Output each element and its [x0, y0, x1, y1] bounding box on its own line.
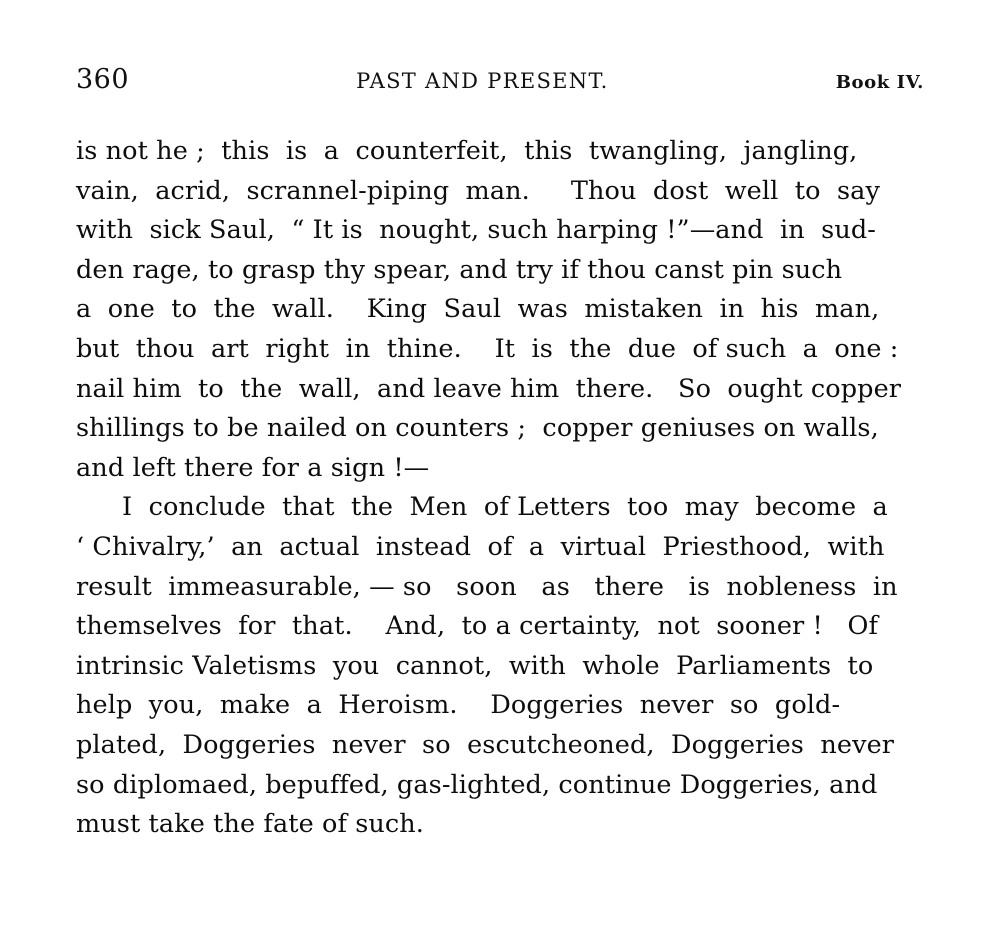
text-line: result immeasurable, — so soon as there is nobleness in [76, 571, 898, 602]
text-line: I conclude that the Men of Letters too may become a [122, 492, 888, 523]
body-text [76, 132, 926, 845]
text-line: plated, Doggeries never so escutcheoned, Doggeries never [76, 729, 895, 760]
text-line: nail him to the wall, and leave him there. So ought copper [76, 373, 902, 404]
book-reference: Book IV. [835, 72, 924, 93]
text-line: vain, acrid, scrannel-piping man. Thou dost well to say [76, 175, 880, 206]
paragraph-1 [76, 132, 926, 488]
text-line: den rage, to grasp thy spear, and try if thou canst pin such [76, 254, 843, 285]
text-line: and left there for a sign !— [76, 452, 430, 483]
running-title: PAST AND PRESENT. [356, 69, 609, 93]
text-line: themselves for that. And, to a certainty, not sooner ! Of [76, 611, 879, 642]
text-line-first [76, 488, 926, 528]
text-line: must take the fate of such. [76, 809, 425, 840]
page-number: 360 [76, 64, 130, 95]
text-line: ‘ Chivalry,’ an actual instead of a virtual Priesthood, with [76, 531, 885, 562]
text-line: a one to the wall. King Saul was mistaken in his man, [76, 294, 880, 325]
text-line: intrinsic Valetisms you cannot, with whole Parliaments to [76, 650, 874, 681]
text-line: but thou art right in thine. It is the due of such a one : [76, 333, 899, 364]
paragraph-2 [76, 488, 926, 844]
text-line: shillings to be nailed on counters ; copper geniuses on walls, [76, 413, 879, 444]
text-line: help you, make a Heroism. Doggeries never so gold- [76, 690, 841, 721]
text-line: so diplomaed, bepuffed, gas-lighted, continue Doggeries, and [76, 769, 878, 800]
text-line: with sick Saul, “ It is nought, such harping !”—and in sud- [76, 215, 876, 246]
text-line: is not he ; this is a counterfeit, this twangling, jangling, [76, 136, 858, 166]
running-head [76, 64, 924, 98]
